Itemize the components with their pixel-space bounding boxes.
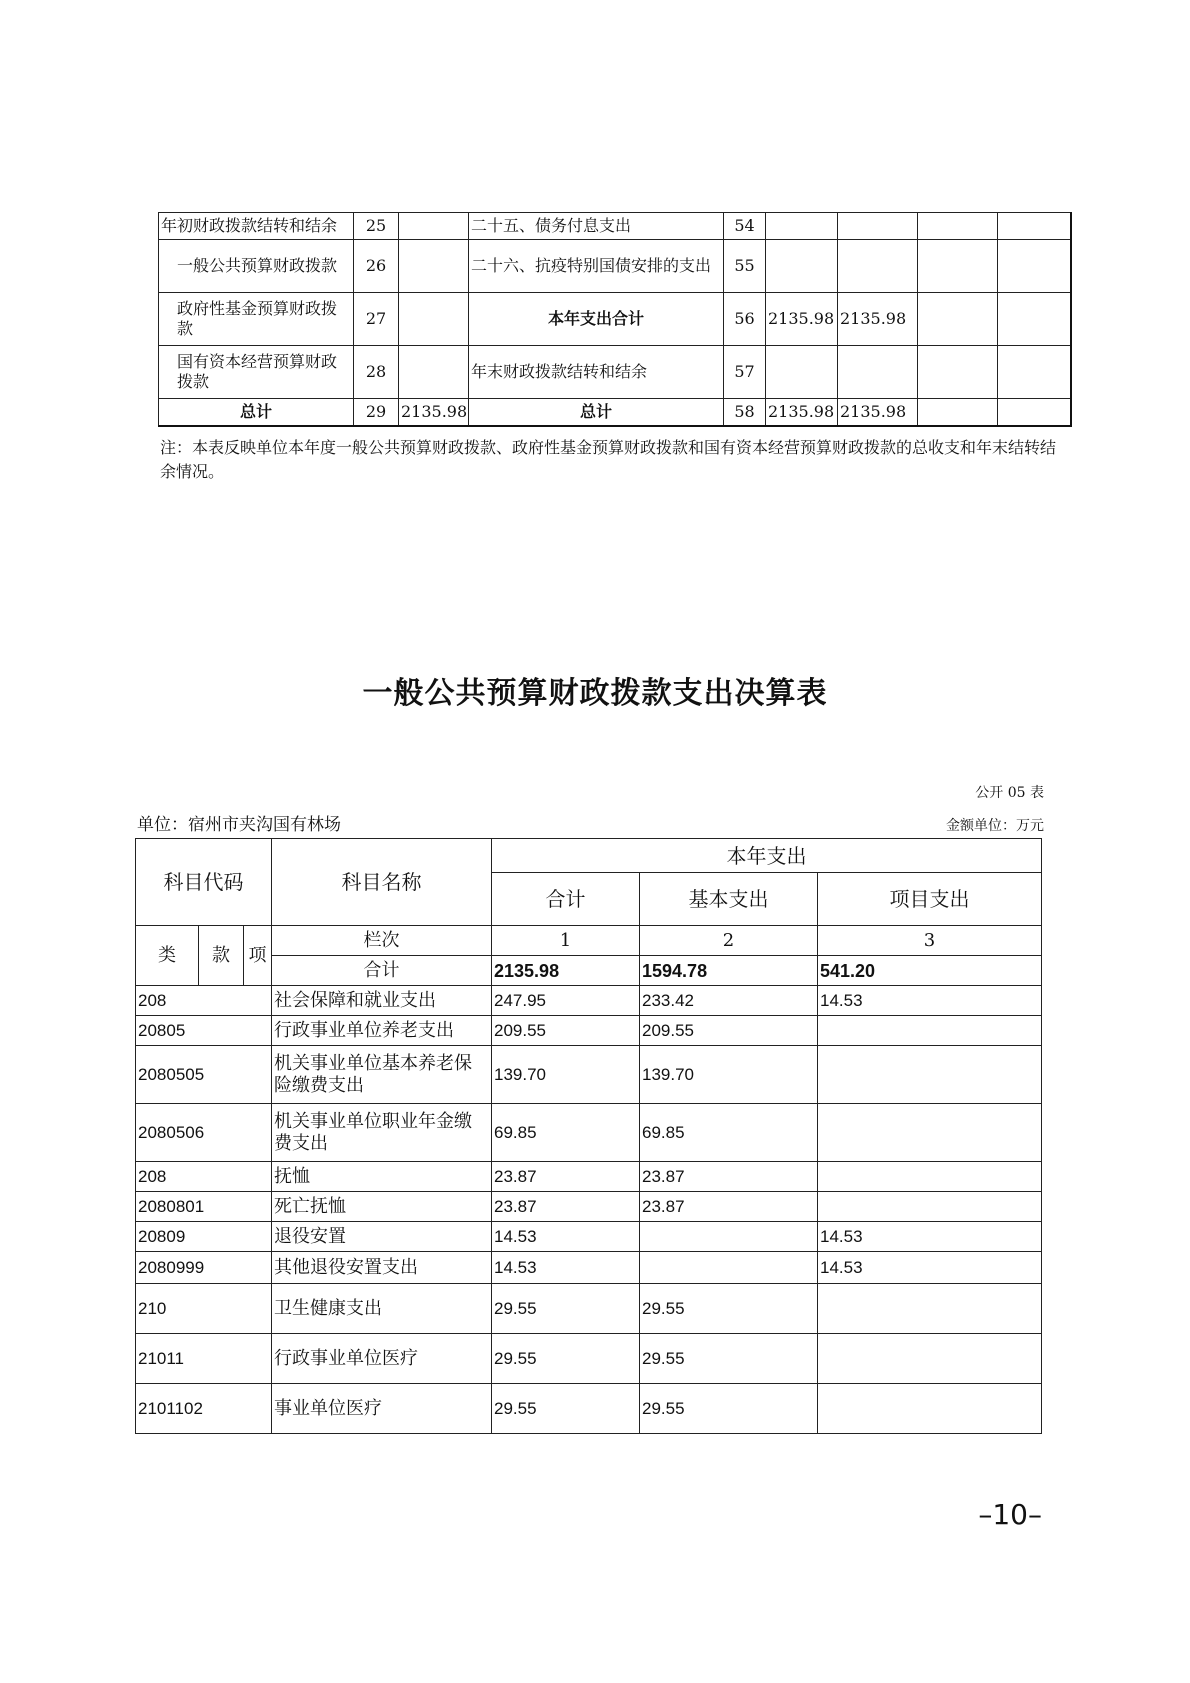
kuan-header: 款	[199, 926, 244, 986]
xiang-header: 项	[244, 926, 272, 986]
table-row	[136, 1222, 1042, 1252]
basic-value: 29.55	[640, 1384, 818, 1434]
left-label: 政府性基金预算财政拨款	[159, 293, 354, 346]
basic-value: 209.55	[640, 1016, 818, 1046]
total-value: 209.55	[492, 1016, 640, 1046]
table-row	[136, 1104, 1042, 1162]
table-row	[136, 1162, 1042, 1192]
project-value	[818, 1046, 1042, 1104]
left-value	[399, 240, 469, 293]
value-1: 2135.98	[766, 399, 838, 426]
subject-code: 2101102	[136, 1384, 272, 1434]
project-value	[818, 1104, 1042, 1162]
basic-value	[640, 1252, 818, 1284]
column-no-2: 2	[640, 926, 818, 956]
page-title: 一般公共预算财政拨款支出决算表	[362, 676, 828, 711]
left-value	[399, 346, 469, 399]
header-row	[136, 839, 1042, 873]
total-value: 69.85	[492, 1104, 640, 1162]
value-4	[998, 293, 1071, 346]
sum-label: 合计	[272, 956, 492, 986]
left-no: 25	[354, 213, 399, 240]
table-row	[136, 1334, 1042, 1384]
basic-value: 23.87	[640, 1162, 818, 1192]
sum-total: 2135.98	[492, 956, 640, 986]
expenditure-table	[135, 838, 1042, 1434]
subject-code: 208	[136, 1162, 272, 1192]
left-no: 29	[354, 399, 399, 426]
left-no: 26	[354, 240, 399, 293]
project-value	[818, 1192, 1042, 1222]
right-no: 55	[724, 240, 766, 293]
left-label: 年初财政拨款结转和结余	[159, 213, 354, 240]
left-label: 国有资本经营预算财政拨款	[159, 346, 354, 399]
table-row	[136, 1384, 1042, 1434]
value-2	[838, 346, 918, 399]
left-value	[399, 293, 469, 346]
table-row	[136, 1046, 1042, 1104]
project-value	[818, 1334, 1042, 1384]
left-no: 27	[354, 293, 399, 346]
column-no-1: 1	[492, 926, 640, 956]
left-no: 28	[354, 346, 399, 399]
project-value: 14.53	[818, 1222, 1042, 1252]
value-1: 2135.98	[766, 293, 838, 346]
right-label: 本年支出合计	[469, 293, 724, 346]
value-2	[838, 213, 918, 240]
money-unit-label: 金额单位：万元	[946, 818, 1044, 834]
table-row	[136, 1192, 1042, 1222]
value-4	[998, 399, 1071, 426]
subject-code: 2080999	[136, 1252, 272, 1284]
top-summary-table	[158, 212, 1072, 427]
left-label: 一般公共预算财政拨款	[159, 240, 354, 293]
subject-name: 其他退役安置支出	[272, 1252, 492, 1284]
total-value: 247.95	[492, 986, 640, 1016]
value-2: 2135.98	[838, 293, 918, 346]
value-2: 2135.98	[838, 399, 918, 426]
basic-header: 基本支出	[640, 873, 818, 926]
project-value	[818, 1284, 1042, 1334]
column-no-label: 栏次	[272, 926, 492, 956]
subject-name: 事业单位医疗	[272, 1384, 492, 1434]
subject-name-header: 科目名称	[272, 839, 492, 926]
table-row	[159, 399, 1071, 426]
subject-code: 2080801	[136, 1192, 272, 1222]
value-4	[998, 213, 1071, 240]
sum-project: 541.20	[818, 956, 1042, 986]
sum-basic: 1594.78	[640, 956, 818, 986]
total-value: 14.53	[492, 1252, 640, 1284]
table-row	[159, 240, 1071, 293]
left-value	[399, 213, 469, 240]
subject-name: 行政事业单位医疗	[272, 1334, 492, 1384]
value-2	[838, 240, 918, 293]
page-number: –10–	[978, 1498, 1042, 1531]
basic-value: 233.42	[640, 986, 818, 1016]
lei-header: 类	[136, 926, 199, 986]
value-3	[918, 346, 998, 399]
subject-code: 20805	[136, 1016, 272, 1046]
value-1	[766, 240, 838, 293]
total-value: 29.55	[492, 1334, 640, 1384]
right-no: 58	[724, 399, 766, 426]
subject-code: 2080506	[136, 1104, 272, 1162]
table-note: 注：本表反映单位本年度一般公共预算财政拨款、政府性基金预算财政拨款和国有资本经营预算财政拨款的总收支和年末结转结余情况。	[160, 438, 1057, 481]
value-4	[998, 346, 1071, 399]
subject-name: 社会保障和就业支出	[272, 986, 492, 1016]
table-row	[159, 293, 1071, 346]
project-value	[818, 1384, 1042, 1434]
project-header: 项目支出	[818, 873, 1042, 926]
project-value	[818, 1016, 1042, 1046]
total-value: 139.70	[492, 1046, 640, 1104]
subject-code: 210	[136, 1284, 272, 1334]
total-value: 29.55	[492, 1384, 640, 1434]
subject-code-header: 科目代码	[136, 839, 272, 926]
project-value	[818, 1162, 1042, 1192]
subject-name: 抚恤	[272, 1162, 492, 1192]
total-value: 23.87	[492, 1192, 640, 1222]
table-row	[159, 346, 1071, 399]
current-year-header: 本年支出	[492, 839, 1042, 873]
column-no-3: 3	[818, 926, 1042, 956]
basic-value	[640, 1222, 818, 1252]
value-4	[998, 240, 1071, 293]
project-value: 14.53	[818, 1252, 1042, 1284]
value-1	[766, 346, 838, 399]
subject-code: 208	[136, 986, 272, 1016]
form-number: 公开 05 表	[975, 785, 1044, 801]
left-label: 总计	[159, 399, 354, 426]
subject-name: 卫生健康支出	[272, 1284, 492, 1334]
right-no: 56	[724, 293, 766, 346]
subject-code: 20809	[136, 1222, 272, 1252]
subject-code: 21011	[136, 1334, 272, 1384]
subject-name: 机关事业单位职业年金缴费支出	[272, 1104, 492, 1162]
right-label: 总计	[469, 399, 724, 426]
basic-value: 29.55	[640, 1334, 818, 1384]
table-row	[136, 1016, 1042, 1046]
sum-row	[136, 956, 1042, 986]
value-1	[766, 213, 838, 240]
right-label: 二十六、抗疫特别国债安排的支出	[469, 240, 724, 293]
total-header: 合计	[492, 873, 640, 926]
basic-value: 29.55	[640, 1284, 818, 1334]
value-3	[918, 240, 998, 293]
table-row	[136, 1284, 1042, 1334]
subject-name: 行政事业单位养老支出	[272, 1016, 492, 1046]
value-3	[918, 293, 998, 346]
basic-value: 69.85	[640, 1104, 818, 1162]
basic-value: 23.87	[640, 1192, 818, 1222]
right-no: 57	[724, 346, 766, 399]
right-label: 年末财政拨款结转和结余	[469, 346, 724, 399]
basic-value: 139.70	[640, 1046, 818, 1104]
left-value: 2135.98	[399, 399, 469, 426]
subject-name: 退役安置	[272, 1222, 492, 1252]
total-value: 23.87	[492, 1162, 640, 1192]
project-value: 14.53	[818, 986, 1042, 1016]
value-3	[918, 399, 998, 426]
subject-name: 死亡抚恤	[272, 1192, 492, 1222]
subject-code: 2080505	[136, 1046, 272, 1104]
table-row	[136, 1252, 1042, 1284]
unit-label: 单位：宿州市夹沟国有林场	[137, 815, 341, 835]
table-row	[159, 213, 1071, 240]
value-3	[918, 213, 998, 240]
subject-name: 机关事业单位基本养老保险缴费支出	[272, 1046, 492, 1104]
right-label: 二十五、债务付息支出	[469, 213, 724, 240]
total-value: 14.53	[492, 1222, 640, 1252]
column-number-row	[136, 926, 1042, 956]
table-row	[136, 986, 1042, 1016]
total-value: 29.55	[492, 1284, 640, 1334]
right-no: 54	[724, 213, 766, 240]
